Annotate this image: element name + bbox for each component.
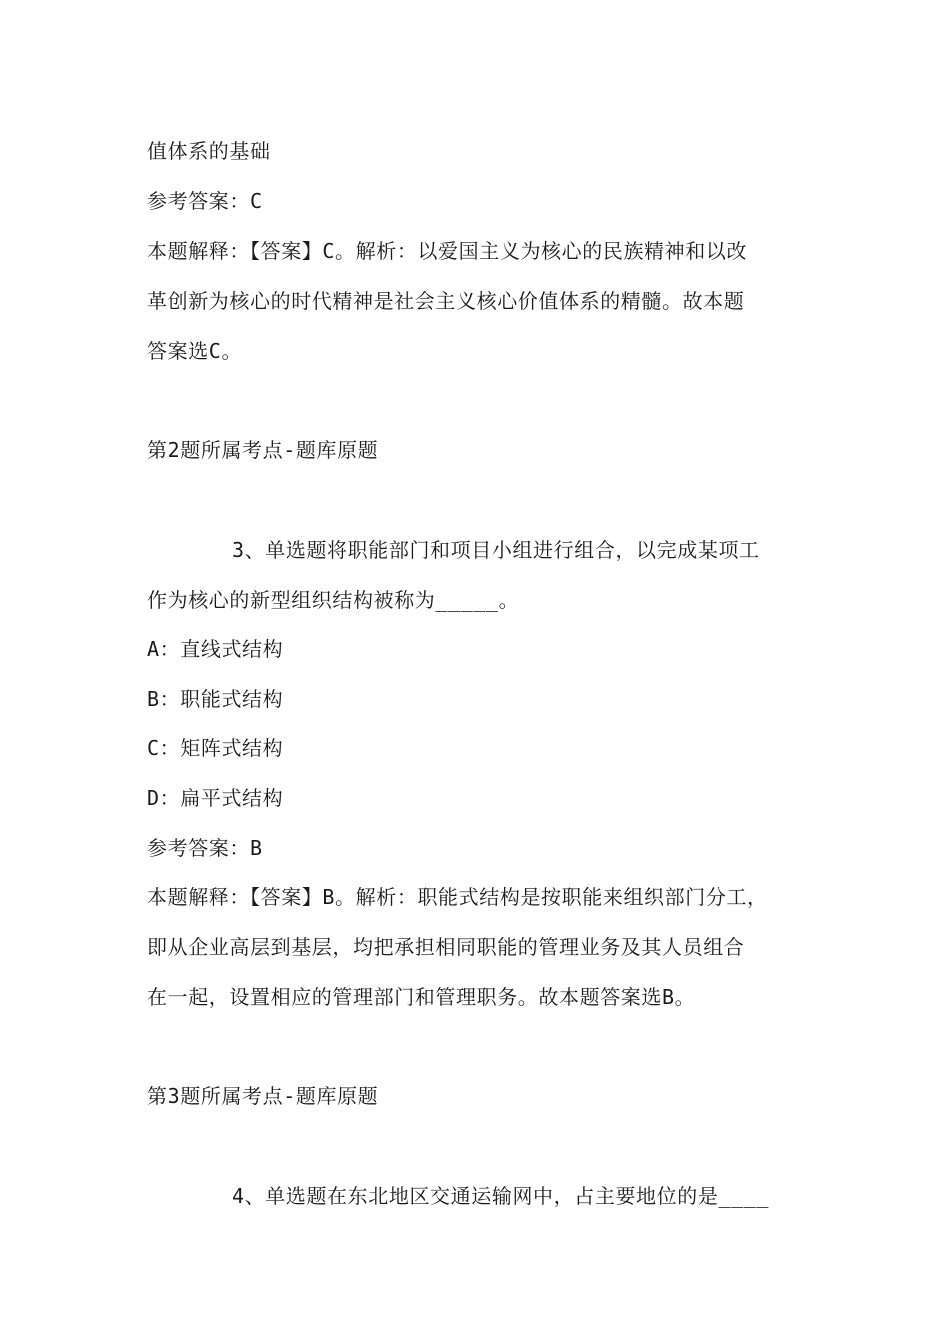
q3-option-b: B：职能式结构: [147, 687, 284, 711]
q2-explanation-line-1: 本题解释：【答案】C。解析：以爱国主义为核心的民族精神和以改: [147, 239, 748, 263]
q4-stem-line-1: 4、单选题在东北地区交通运输网中，占主要地位的是____: [232, 1184, 770, 1208]
q3-explanation-line-3: 在一起，设置相应的管理部门和管理职务。故本题答案选B。: [147, 985, 696, 1009]
q2-stem-tail: 值体系的基础: [147, 139, 271, 163]
q3-option-a: A：直线式结构: [147, 637, 284, 661]
q2-explanation-line-2: 革创新为核心的时代精神是社会主义核心价值体系的精髓。故本题: [147, 289, 745, 313]
q2-reference-answer: 参考答案：C: [147, 189, 263, 213]
q3-explanation-line-1: 本题解释：【答案】B。解析：职能式结构是按职能来组织部门分工，: [147, 885, 768, 909]
q3-stem-line-2: 作为核心的新型组织结构被称为_____。: [147, 588, 520, 612]
q3-explanation-line-2: 即从企业高层到基层，均把承担相同职能的管理业务及其人员组合: [147, 935, 745, 959]
q3-option-c: C：矩阵式结构: [147, 736, 284, 760]
q2-explanation-line-3: 答案选C。: [147, 339, 243, 363]
q2-topic: 第2题所属考点-题库原题: [147, 438, 379, 462]
q3-option-d: D：扁平式结构: [147, 786, 284, 810]
q3-stem-line-1: 3、单选题将职能部门和项目小组进行组合，以完成某项工: [232, 538, 760, 562]
q3-topic: 第3题所属考点-题库原题: [147, 1084, 379, 1108]
q3-reference-answer: 参考答案：B: [147, 836, 263, 860]
